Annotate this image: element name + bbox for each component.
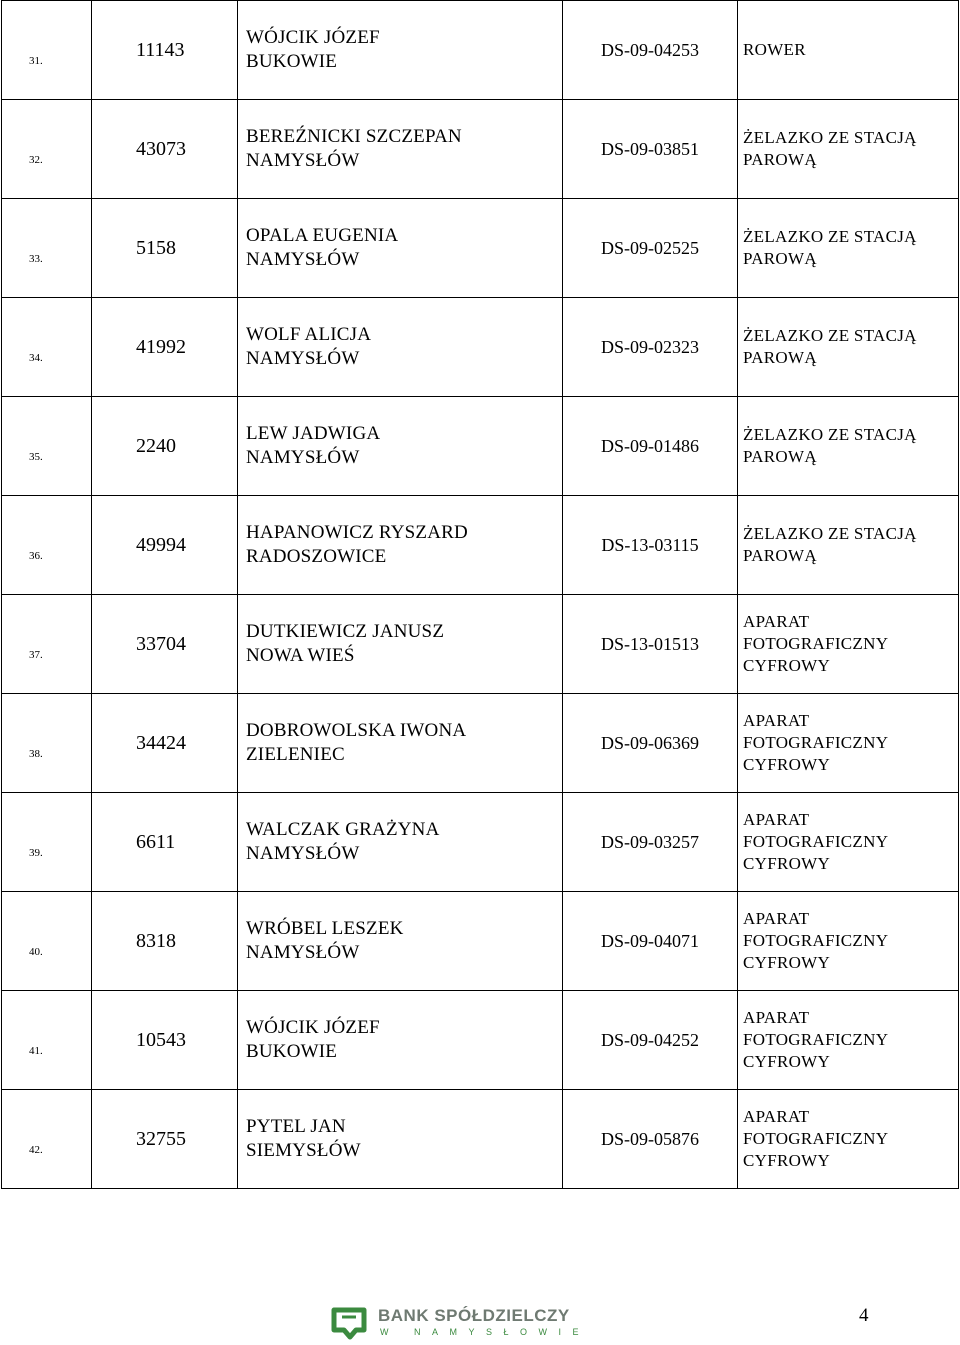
prize-line: CYFROWY [743, 755, 831, 774]
row-number-cell [2, 496, 92, 595]
table-row [2, 1090, 959, 1189]
ticket-number: 10543 [136, 1028, 186, 1051]
row-number-cell [2, 595, 92, 694]
account-code: DS-09-04252 [601, 1029, 699, 1050]
ticket-number-cell [92, 100, 238, 199]
ticket-number: 6611 [136, 830, 176, 853]
table-row [2, 991, 959, 1090]
row-number-cell [2, 298, 92, 397]
winner-town: NAMYSŁÓW [246, 348, 360, 369]
prize-cell [738, 199, 959, 298]
account-code-cell [563, 1, 738, 100]
prize-line: APARAT [743, 612, 810, 631]
table-row [2, 496, 959, 595]
account-code: DS-13-01513 [601, 633, 699, 654]
ticket-number: 34424 [136, 731, 186, 754]
table-row [2, 793, 959, 892]
prize-line: ŻELAZKO ZE STACJĄ [743, 326, 917, 345]
ticket-number: 11143 [136, 38, 185, 61]
ticket-number: 32755 [136, 1127, 186, 1150]
account-code-cell [563, 595, 738, 694]
winner-cell [238, 100, 563, 199]
ticket-number-cell [92, 595, 238, 694]
prize-cell [738, 694, 959, 793]
row-number-cell [2, 991, 92, 1090]
prize-cell [738, 991, 959, 1090]
row-number: 42. [29, 1144, 43, 1156]
account-code-cell [563, 298, 738, 397]
winner-name: LEW JADWIGA [246, 423, 381, 444]
winner-name: WALCZAK GRAŻYNA [246, 819, 440, 840]
table-row [2, 199, 959, 298]
winner-town: BUKOWIE [246, 51, 338, 72]
prize-line: ŻELAZKO ZE STACJĄ [743, 227, 917, 246]
winner-town: NAMYSŁÓW [246, 249, 360, 270]
prize-line: FOTOGRAFICZNY [743, 733, 889, 752]
winner-cell [238, 496, 563, 595]
prize-line: ŻELAZKO ZE STACJĄ [743, 128, 917, 147]
account-code: DS-09-01486 [601, 435, 699, 456]
ticket-number-cell [92, 1090, 238, 1189]
prize-cell [738, 397, 959, 496]
winner-cell [238, 991, 563, 1090]
winner-name: WÓJCIK JÓZEF [246, 1017, 380, 1038]
account-code: DS-13-03115 [601, 534, 699, 555]
account-code: DS-09-02525 [601, 237, 699, 258]
prize-line: APARAT [743, 711, 810, 730]
account-code: DS-09-02323 [601, 336, 699, 357]
account-code-cell [563, 496, 738, 595]
row-number: 39. [29, 847, 43, 859]
row-number-cell [2, 892, 92, 991]
account-code: DS-09-03851 [601, 138, 699, 159]
table-row [2, 892, 959, 991]
winner-town: BUKOWIE [246, 1041, 338, 1062]
table-row [2, 298, 959, 397]
ticket-number-cell [92, 199, 238, 298]
winner-cell [238, 298, 563, 397]
ticket-number-cell [92, 397, 238, 496]
prize-line: FOTOGRAFICZNY [743, 832, 889, 851]
prize-line: FOTOGRAFICZNY [743, 931, 889, 950]
winner-name: DUTKIEWICZ JANUSZ [246, 621, 445, 642]
prize-line: APARAT [743, 1008, 810, 1027]
winner-town: RADOSZOWICE [246, 546, 387, 567]
prize-cell [738, 1090, 959, 1189]
prize-line: CYFROWY [743, 656, 831, 675]
winner-cell [238, 892, 563, 991]
bank-logo-icon [330, 1306, 370, 1340]
winner-town: NAMYSŁÓW [246, 843, 360, 864]
account-code-cell [563, 199, 738, 298]
winner-town: SIEMYSŁÓW [246, 1140, 361, 1161]
prize-line: PAROWĄ [743, 546, 817, 565]
ticket-number-cell [92, 892, 238, 991]
prize-line: PAROWĄ [743, 447, 817, 466]
winners-table-body [2, 1, 959, 1189]
winner-name: WÓJCIK JÓZEF [246, 27, 380, 48]
ticket-number: 5158 [136, 236, 176, 259]
ticket-number-cell [92, 298, 238, 397]
ticket-number: 8318 [136, 929, 176, 952]
bank-logo-subtitle: W NAMYSŁOWIE [380, 1327, 591, 1337]
row-number: 31. [29, 55, 43, 67]
ticket-number-cell [92, 1, 238, 100]
winner-name: WRÓBEL LESZEK [246, 918, 404, 939]
row-number: 33. [29, 253, 43, 265]
prize-cell [738, 298, 959, 397]
winner-town: ZIELENIEC [246, 744, 345, 765]
account-code-cell [563, 100, 738, 199]
account-code: DS-09-05876 [601, 1128, 699, 1149]
page-footer [0, 1296, 960, 1345]
ticket-number: 2240 [136, 434, 176, 457]
prize-line: FOTOGRAFICZNY [743, 1030, 889, 1049]
account-code: DS-09-04071 [601, 930, 699, 951]
row-number: 35. [29, 451, 43, 463]
table-row [2, 1, 959, 100]
prize-line: PAROWĄ [743, 249, 817, 268]
prize-cell [738, 595, 959, 694]
row-number-cell [2, 1090, 92, 1189]
ticket-number: 49994 [136, 533, 186, 556]
bank-logo [330, 1306, 590, 1340]
account-code-cell [563, 793, 738, 892]
account-code: DS-09-06369 [601, 732, 699, 753]
prize-cell [738, 892, 959, 991]
prize-cell [738, 1, 959, 100]
ticket-number-cell [92, 496, 238, 595]
winner-name: DOBROWOLSKA IWONA [246, 720, 467, 741]
account-code-cell [563, 991, 738, 1090]
account-code-cell [563, 892, 738, 991]
prize-line: PAROWĄ [743, 150, 817, 169]
winner-cell [238, 694, 563, 793]
row-number-cell [2, 793, 92, 892]
winner-town: NAMYSŁÓW [246, 942, 360, 963]
row-number-cell [2, 199, 92, 298]
table-row [2, 100, 959, 199]
row-number-cell [2, 397, 92, 496]
prize-line: CYFROWY [743, 1052, 831, 1071]
winner-name: BEREŹNICKI SZCZEPAN [246, 126, 462, 147]
prize-line: ŻELAZKO ZE STACJĄ [743, 524, 917, 543]
ticket-number: 43073 [136, 137, 186, 160]
account-code: DS-09-04253 [601, 39, 699, 60]
ticket-number-cell [92, 991, 238, 1090]
row-number: 34. [29, 352, 43, 364]
prize-line: ROWER [743, 40, 806, 59]
winner-town: NAMYSŁÓW [246, 150, 360, 171]
prize-line: ŻELAZKO ZE STACJĄ [743, 425, 917, 444]
prize-cell [738, 793, 959, 892]
winner-cell [238, 793, 563, 892]
winner-name: HAPANOWICZ RYSZARD [246, 522, 468, 543]
prize-cell [738, 100, 959, 199]
prize-line: APARAT [743, 909, 810, 928]
row-number: 36. [29, 550, 43, 562]
table-row [2, 595, 959, 694]
prize-line: APARAT [743, 1107, 810, 1126]
row-number: 40. [29, 946, 43, 958]
page-number: 4 [859, 1305, 869, 1326]
row-number: 41. [29, 1045, 43, 1057]
account-code: DS-09-03257 [601, 831, 699, 852]
row-number-cell [2, 100, 92, 199]
winner-name: PYTEL JAN [246, 1116, 346, 1137]
ticket-number: 33704 [136, 632, 186, 655]
winner-town: NOWA WIEŚ [246, 645, 355, 666]
winner-cell [238, 397, 563, 496]
row-number: 32. [29, 154, 43, 166]
prize-line: PAROWĄ [743, 348, 817, 367]
ticket-number: 41992 [136, 335, 186, 358]
winners-table [1, 0, 959, 1189]
prize-line: CYFROWY [743, 1151, 831, 1170]
row-number-cell [2, 694, 92, 793]
prize-line: CYFROWY [743, 953, 831, 972]
row-number-cell [2, 1, 92, 100]
account-code-cell [563, 397, 738, 496]
winner-name: WOLF ALICJA [246, 324, 372, 345]
winner-town: NAMYSŁÓW [246, 447, 360, 468]
table-row [2, 694, 959, 793]
prize-line: FOTOGRAFICZNY [743, 634, 889, 653]
winner-cell [238, 1090, 563, 1189]
prize-line: FOTOGRAFICZNY [743, 1129, 889, 1148]
winner-cell [238, 1, 563, 100]
winner-cell [238, 595, 563, 694]
account-code-cell [563, 1090, 738, 1189]
row-number: 37. [29, 649, 43, 661]
bank-logo-title: BANK SPÓŁDZIELCZY [378, 1306, 570, 1325]
winner-name: OPALA EUGENIA [246, 225, 399, 246]
row-number: 38. [29, 748, 43, 760]
ticket-number-cell [92, 694, 238, 793]
prize-cell [738, 496, 959, 595]
prize-line: APARAT [743, 810, 810, 829]
ticket-number-cell [92, 793, 238, 892]
winner-cell [238, 199, 563, 298]
table-row [2, 397, 959, 496]
prize-line: CYFROWY [743, 854, 831, 873]
account-code-cell [563, 694, 738, 793]
